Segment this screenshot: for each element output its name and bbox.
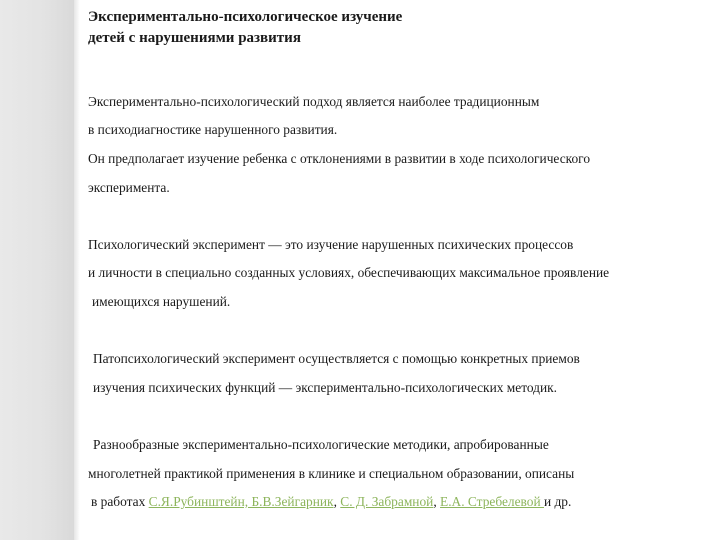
paragraph-3-line-2: изучения психических функций — экспериментально-психологических методик. xyxy=(93,380,558,395)
side-band-shadow xyxy=(74,0,80,540)
paragraph-1-line-1: Экспериментально-психологический подход является наиболее традиционным xyxy=(88,94,540,109)
paragraph-2-line-1: Психологический эксперимент — это изучение нарушенных психических процессов xyxy=(88,237,574,252)
title-line-2: детей с нарушениями развития xyxy=(88,30,301,46)
paragraph-4-line-2: многолетней практикой применения в клинике и специальном образовании, описаны xyxy=(88,466,575,481)
paragraph-3-line-1: Патопсихологический эксперимент осуществляется с помощью конкретных приемов xyxy=(93,351,580,366)
paragraph-2-line-3: имеющихся нарушений. xyxy=(92,294,231,309)
slide-title xyxy=(88,7,688,49)
link-strebeleva[interactable]: Е.А. Стребелевой xyxy=(440,494,544,509)
paragraph-2-line-2: и личности в специально созданных условиях, обеспечивающих максимальное проявление xyxy=(88,265,610,280)
references-suffix: и др. xyxy=(543,494,572,509)
paragraph-4-line-3 xyxy=(91,494,571,510)
paragraph-1-line-3: Он предполагает изучение ребенка с отклонениями в развитии в ходе психологического xyxy=(88,151,591,166)
link-zabramnaya[interactable]: С. Д. Забрамной xyxy=(340,494,434,509)
paragraph-1-line-2: в психодиагностике нарушенного развития. xyxy=(88,122,338,137)
paragraph-4-line-1: Разнообразные экспериментально-психологические методики, апробированные xyxy=(93,437,549,452)
separator-comma: , xyxy=(333,494,341,509)
decorative-side-band xyxy=(0,0,74,540)
link-rubinstein-zeigarnik[interactable]: С.Я.Рубинштейн, Б.В.Зейгарник xyxy=(148,494,334,509)
title-line-1: Экспериментально-психологическое изучение xyxy=(88,9,403,25)
separator-comma: , xyxy=(433,494,441,509)
references-prefix: в работах xyxy=(91,494,149,509)
paragraph-1-line-4: эксперимента. xyxy=(88,180,170,195)
